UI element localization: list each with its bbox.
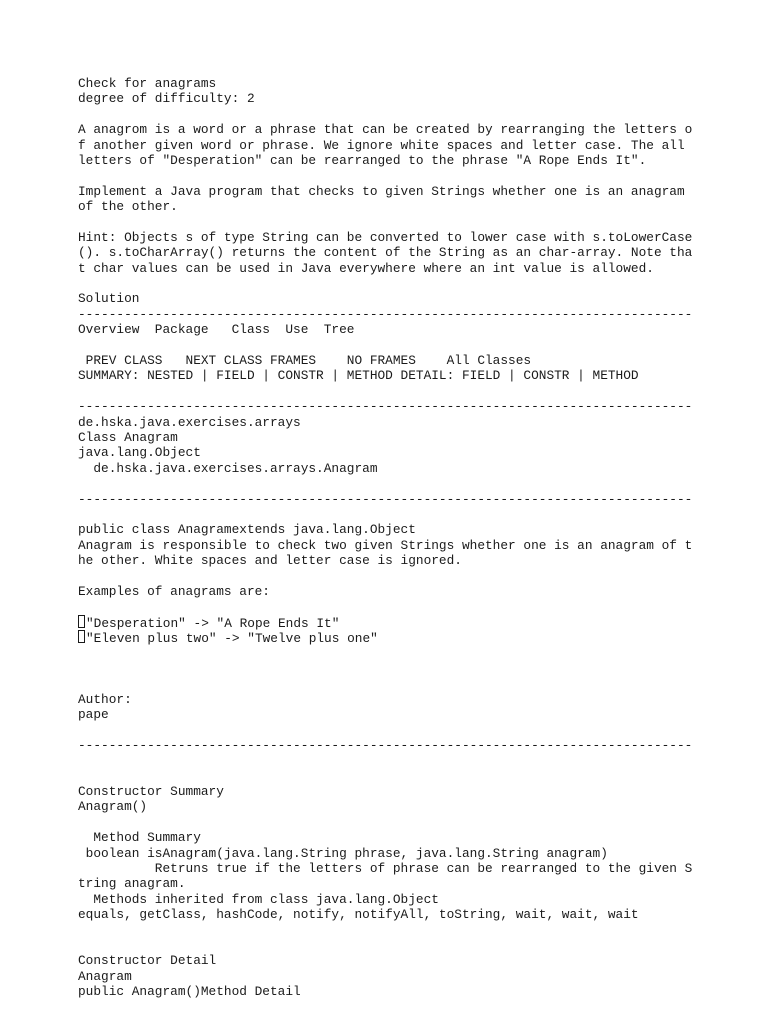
class-full-name: de.hska.java.exercises.arrays.Anagram bbox=[78, 460, 378, 476]
task-line-2: of the other. bbox=[78, 199, 178, 215]
spacer bbox=[78, 507, 698, 522]
examples-label: Examples of anagrams are: bbox=[78, 583, 270, 599]
spacer bbox=[78, 676, 698, 691]
constructor-detail-heading: Constructor Detail bbox=[78, 953, 217, 969]
spacer bbox=[78, 215, 698, 230]
spacer bbox=[78, 384, 698, 399]
superclass-name[interactable]: java.lang.Object bbox=[78, 445, 201, 461]
constructor-summary-heading: Constructor Summary bbox=[78, 783, 224, 799]
example-item-1 bbox=[78, 615, 698, 630]
constructor-detail-name: Anagram bbox=[78, 968, 132, 984]
spacer bbox=[78, 753, 698, 768]
task-line-1: Implement a Java program that checks to given Strings whether one is an anagram bbox=[78, 183, 685, 199]
spacer bbox=[78, 168, 698, 183]
inherited-methods-list[interactable]: equals, getClass, hashCode, notify, notifyAll, toString, wait, wait, wait bbox=[78, 907, 639, 923]
spacer bbox=[78, 769, 698, 784]
horizontal-rule: -------------------------------------------------------------------------------- bbox=[78, 737, 693, 753]
constructor-summary-item[interactable]: Anagram() bbox=[78, 799, 148, 815]
spacer bbox=[78, 107, 698, 122]
intro-line-3: letters of "Desperation" can be rearranged to the phrase "A Rope Ends It". bbox=[78, 152, 647, 168]
constructor-detail-signature: public Anagram()Method Detail bbox=[78, 984, 301, 1000]
hint-line-2: (). s.toCharArray() returns the content of the String as an char-array. Note tha bbox=[78, 245, 693, 261]
spacer bbox=[78, 661, 698, 676]
method-description-2: tring anagram. bbox=[78, 876, 186, 892]
inherited-methods-heading: Methods inherited from class java.lang.Object bbox=[78, 891, 439, 907]
box-glyph-icon bbox=[78, 630, 85, 643]
solution-label: Solution bbox=[78, 291, 140, 307]
spacer bbox=[78, 599, 698, 614]
method-signature[interactable]: boolean isAnagram(java.lang.String phrase, java.lang.String anagram) bbox=[78, 845, 608, 861]
intro-line-1: A anagrom is a word or a phrase that can be created by rearranging the letters o bbox=[78, 122, 693, 138]
intro-line-2: f another given word or phrase. We ignore white spaces and letter case. The all bbox=[78, 137, 685, 153]
spacer bbox=[78, 722, 698, 737]
javadoc-top-nav[interactable]: Overview Package Class Use Tree bbox=[78, 322, 355, 338]
horizontal-rule: -------------------------------------------------------------------------------- bbox=[78, 306, 693, 322]
difficulty-label: degree of difficulty: 2 bbox=[78, 91, 255, 107]
hint-line-1: Hint: Objects s of type String can be converted to lower case with s.toLowerCase bbox=[78, 229, 693, 245]
class-title: Class Anagram bbox=[78, 429, 178, 445]
example-text-2: "Eleven plus two" -> "Twelve plus one" bbox=[86, 631, 378, 647]
spacer bbox=[78, 569, 698, 584]
spacer bbox=[78, 476, 698, 491]
box-glyph-icon bbox=[78, 615, 85, 628]
spacer bbox=[78, 922, 698, 937]
class-declaration: public class Anagramextends java.lang.Object bbox=[78, 522, 416, 538]
spacer bbox=[78, 815, 698, 830]
javadoc-summary-nav[interactable]: SUMMARY: NESTED | FIELD | CONSTR | METHOD DETAIL: FIELD | CONSTR | METHOD bbox=[78, 368, 639, 384]
example-text-1: "Desperation" -> "A Rope Ends It" bbox=[86, 615, 340, 631]
javadoc-frame-nav[interactable]: PREV CLASS NEXT CLASS FRAMES NO FRAMES All Classes bbox=[78, 353, 532, 369]
method-description-1: Retruns true if the letters of phrase can be rearranged to the given S bbox=[78, 860, 693, 876]
horizontal-rule: -------------------------------------------------------------------------------- bbox=[78, 491, 693, 507]
horizontal-rule: -------------------------------------------------------------------------------- bbox=[78, 399, 693, 415]
spacer bbox=[78, 338, 698, 353]
spacer bbox=[78, 276, 698, 291]
spacer bbox=[78, 645, 698, 660]
package-name: de.hska.java.exercises.arrays bbox=[78, 414, 301, 430]
hint-line-3: t char values can be used in Java everywhere where an int value is allowed. bbox=[78, 260, 654, 276]
method-summary-heading: Method Summary bbox=[78, 830, 201, 846]
example-item-2 bbox=[78, 630, 698, 645]
spacer bbox=[78, 938, 698, 953]
author-name: pape bbox=[78, 707, 109, 723]
class-description-1: Anagram is responsible to check two given Strings whether one is an anagram of t bbox=[78, 537, 693, 553]
class-description-2: he other. White spaces and letter case is ignored. bbox=[78, 553, 462, 569]
exercise-title: Check for anagrams bbox=[78, 76, 217, 91]
document-page bbox=[78, 76, 698, 999]
author-label: Author: bbox=[78, 691, 132, 707]
